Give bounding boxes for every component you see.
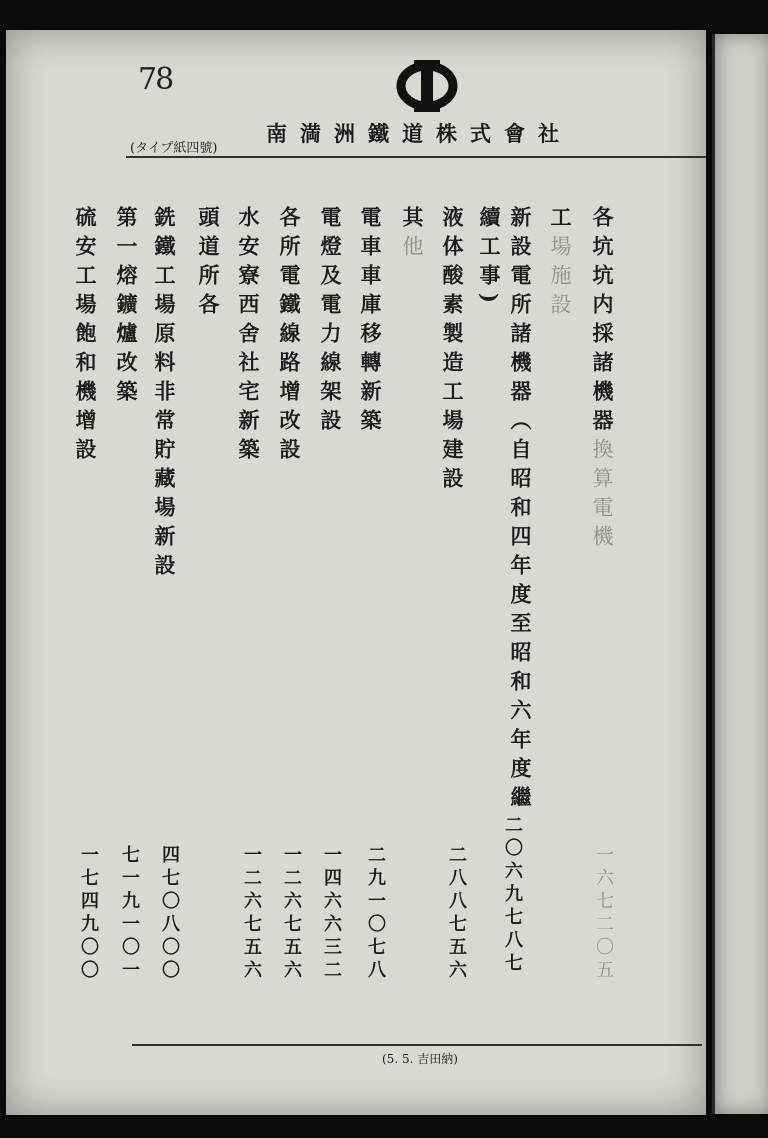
footer-rule — [132, 1044, 702, 1046]
item-column: 各坑坑内採諸機器換算電機 — [590, 206, 615, 554]
amount-column: 一七四九〇〇 — [78, 845, 99, 983]
printer-mark: (5. 5. 吉田納) — [382, 1052, 458, 1066]
amount-column: 二八八七五六 — [446, 845, 467, 983]
item-column: 工場施設 — [548, 206, 573, 322]
item-column: 第一熔鑛爐改築 — [114, 206, 139, 409]
company-logo — [394, 58, 460, 114]
item-column: 水安寮西舍社宅新築 — [236, 206, 261, 467]
item-column: 硫安工場飽和機增設 — [73, 206, 98, 467]
amount-column: 一六七二〇五 — [593, 845, 614, 983]
item-column: 液体酸素製造工場建設 — [440, 206, 465, 496]
item-column: 銑鐵工場原料非常貯藏場新設 — [152, 206, 177, 583]
adjacent-page-edge — [712, 34, 768, 1114]
amount-column: 一四六六三二 — [321, 845, 342, 983]
company-name: 南満洲鐵道株式會社 — [266, 121, 572, 146]
amount-column: 二〇六九七八七 — [502, 815, 523, 976]
amount-column: 二九一〇七八 — [365, 845, 386, 983]
item-column: 新設電所諸機器（自昭和四年度至昭和六年度繼 — [508, 206, 533, 815]
amount-column: 一二六七五六 — [241, 845, 262, 983]
header-rule — [126, 156, 706, 158]
page-number: 78 — [138, 62, 173, 97]
amount-column: 七一九一〇一 — [119, 845, 140, 983]
amount-column: 一二六七五六 — [281, 845, 302, 983]
item-column: 電車車庫移轉新築 — [358, 206, 383, 438]
item-column: 各所電鐵線路增改設 — [277, 206, 302, 467]
item-column: 其他 — [400, 206, 425, 264]
form-label: (タイプ紙四號) — [130, 141, 218, 156]
amount-column: 四七〇八〇〇 — [159, 845, 180, 983]
item-column: 頭道所各 — [196, 206, 221, 322]
item-column: 續工事) — [477, 206, 502, 311]
item-column: 電燈及電力線架設 — [318, 206, 343, 438]
